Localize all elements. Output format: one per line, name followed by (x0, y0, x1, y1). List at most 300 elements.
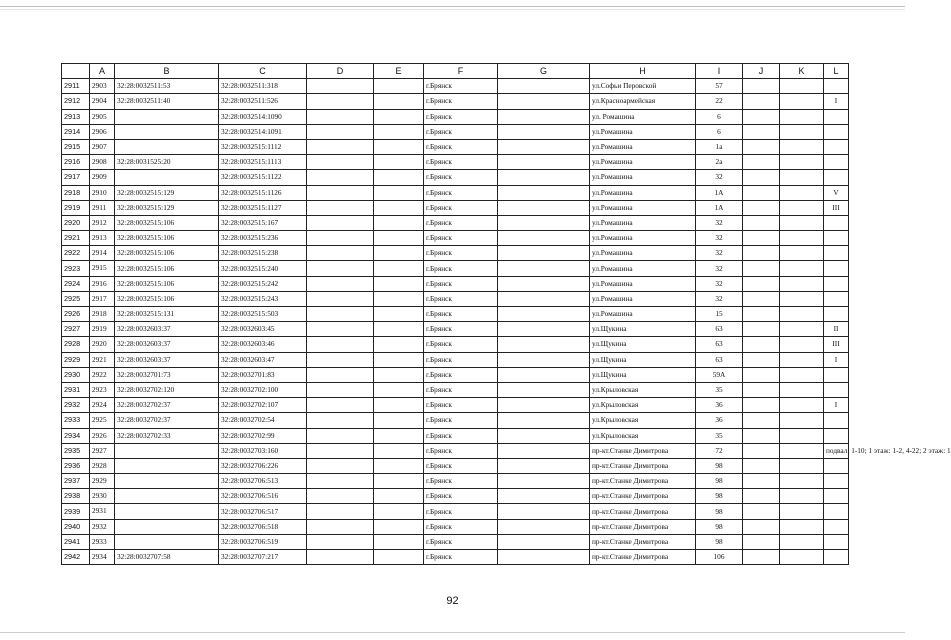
column-header-i[interactable]: I (696, 64, 743, 79)
row-number[interactable]: 2915 (62, 139, 90, 154)
cell-k[interactable] (780, 337, 824, 352)
cell-d[interactable] (307, 185, 374, 200)
cell-l[interactable] (824, 413, 849, 428)
corner-header-cell[interactable] (62, 64, 90, 79)
cell-a[interactable]: 2919 (90, 322, 115, 337)
cell-g[interactable] (498, 458, 590, 473)
cell-i[interactable]: 63 (696, 352, 743, 367)
cell-a[interactable]: 2930 (90, 489, 115, 504)
cell-k[interactable] (780, 352, 824, 367)
cell-j[interactable] (743, 443, 780, 458)
cell-f[interactable]: г.Брянск (424, 170, 498, 185)
cell-k[interactable] (780, 170, 824, 185)
row-number[interactable]: 2925 (62, 291, 90, 306)
cell-i[interactable]: 32 (696, 261, 743, 276)
cell-h[interactable]: ул.Ромашина (590, 200, 696, 215)
cell-d[interactable] (307, 170, 374, 185)
cell-d[interactable] (307, 246, 374, 261)
cell-f[interactable]: г.Брянск (424, 246, 498, 261)
cell-e[interactable] (374, 352, 424, 367)
row-number[interactable]: 2917 (62, 170, 90, 185)
cell-d[interactable] (307, 261, 374, 276)
cell-a[interactable]: 2925 (90, 413, 115, 428)
cell-l[interactable] (824, 261, 849, 276)
cell-a[interactable]: 2909 (90, 170, 115, 185)
cell-i[interactable]: 98 (696, 458, 743, 473)
cell-k[interactable] (780, 398, 824, 413)
cell-k[interactable] (780, 443, 824, 458)
cell-d[interactable] (307, 155, 374, 170)
cell-i[interactable]: 36 (696, 413, 743, 428)
cell-k[interactable] (780, 428, 824, 443)
cell-g[interactable] (498, 474, 590, 489)
cell-f[interactable]: г.Брянск (424, 322, 498, 337)
cell-a[interactable]: 2917 (90, 291, 115, 306)
cell-l[interactable] (824, 550, 849, 565)
cell-l[interactable] (824, 246, 849, 261)
cell-b[interactable]: 32:28:0032603:37 (115, 322, 219, 337)
cell-g[interactable] (498, 170, 590, 185)
cell-d[interactable] (307, 337, 374, 352)
cell-g[interactable] (498, 534, 590, 549)
cell-j[interactable] (743, 504, 780, 519)
cell-l[interactable]: I (824, 94, 849, 109)
cell-i[interactable]: 36 (696, 398, 743, 413)
cell-g[interactable] (498, 200, 590, 215)
cell-l[interactable]: I (824, 352, 849, 367)
cell-b[interactable]: 32:28:0032515:129 (115, 185, 219, 200)
cell-b[interactable]: 32:28:0032515:106 (115, 231, 219, 246)
cell-a[interactable]: 2931 (90, 504, 115, 519)
cell-i[interactable]: 1а (696, 139, 743, 154)
cell-c[interactable]: 32:28:0032706:517 (219, 504, 307, 519)
cell-d[interactable] (307, 109, 374, 124)
row-number[interactable]: 2934 (62, 428, 90, 443)
column-header-l[interactable]: L (824, 64, 849, 79)
row-number[interactable]: 2927 (62, 322, 90, 337)
cell-e[interactable] (374, 139, 424, 154)
cell-a[interactable]: 2907 (90, 139, 115, 154)
cell-i[interactable]: 59А (696, 367, 743, 382)
cell-e[interactable] (374, 231, 424, 246)
cell-g[interactable] (498, 352, 590, 367)
cell-b[interactable]: 32:28:0032701:73 (115, 367, 219, 382)
row-number[interactable]: 2930 (62, 367, 90, 382)
cell-c[interactable]: 32:28:0032511:318 (219, 79, 307, 94)
cell-e[interactable] (374, 170, 424, 185)
cell-f[interactable]: г.Брянск (424, 337, 498, 352)
cell-i[interactable]: 6 (696, 109, 743, 124)
cell-a[interactable]: 2924 (90, 398, 115, 413)
cell-g[interactable] (498, 428, 590, 443)
cell-l[interactable] (824, 489, 849, 504)
cell-e[interactable] (374, 79, 424, 94)
cell-b[interactable]: 32:28:0032603:37 (115, 337, 219, 352)
cell-c[interactable]: 32:28:0032702:99 (219, 428, 307, 443)
cell-l[interactable] (824, 124, 849, 139)
cell-f[interactable]: г.Брянск (424, 382, 498, 397)
cell-g[interactable] (498, 231, 590, 246)
cell-k[interactable] (780, 139, 824, 154)
cell-f[interactable]: г.Брянск (424, 550, 498, 565)
column-header-f[interactable]: F (424, 64, 498, 79)
cell-f[interactable]: г.Брянск (424, 79, 498, 94)
cell-e[interactable] (374, 382, 424, 397)
row-number[interactable]: 2924 (62, 276, 90, 291)
cell-i[interactable]: 63 (696, 337, 743, 352)
cell-e[interactable] (374, 322, 424, 337)
cell-h[interactable]: ул.Ромашина (590, 291, 696, 306)
cell-b[interactable]: 32:28:0032702:33 (115, 428, 219, 443)
cell-d[interactable] (307, 474, 374, 489)
cell-h[interactable]: пр-кт.Станке Димитрова (590, 504, 696, 519)
cell-g[interactable] (498, 550, 590, 565)
cell-j[interactable] (743, 215, 780, 230)
cell-f[interactable]: г.Брянск (424, 443, 498, 458)
cell-c[interactable]: 32:28:0032515:1127 (219, 200, 307, 215)
cell-k[interactable] (780, 534, 824, 549)
cell-k[interactable] (780, 489, 824, 504)
cell-k[interactable] (780, 519, 824, 534)
row-number[interactable]: 2937 (62, 474, 90, 489)
cell-e[interactable] (374, 534, 424, 549)
cell-d[interactable] (307, 398, 374, 413)
cell-j[interactable] (743, 458, 780, 473)
cell-h[interactable]: ул.Щукина (590, 322, 696, 337)
row-number[interactable]: 2942 (62, 550, 90, 565)
cell-e[interactable] (374, 474, 424, 489)
cell-a[interactable]: 2926 (90, 428, 115, 443)
cell-i[interactable]: 63 (696, 322, 743, 337)
row-number[interactable]: 2923 (62, 261, 90, 276)
cell-l[interactable] (824, 291, 849, 306)
cell-j[interactable] (743, 519, 780, 534)
row-number[interactable]: 2912 (62, 94, 90, 109)
cell-i[interactable]: 57 (696, 79, 743, 94)
row-number[interactable]: 2932 (62, 398, 90, 413)
cell-l[interactable] (824, 367, 849, 382)
cell-k[interactable] (780, 367, 824, 382)
cell-k[interactable] (780, 79, 824, 94)
cell-b[interactable] (115, 109, 219, 124)
cell-c[interactable]: 32:28:0032511:526 (219, 94, 307, 109)
cell-c[interactable]: 32:28:0032706:518 (219, 519, 307, 534)
cell-c[interactable]: 32:28:0032514:1090 (219, 109, 307, 124)
cell-k[interactable] (780, 307, 824, 322)
cell-g[interactable] (498, 124, 590, 139)
cell-j[interactable] (743, 534, 780, 549)
column-header-e[interactable]: E (374, 64, 424, 79)
cell-j[interactable] (743, 109, 780, 124)
cell-h[interactable]: ул.Ромашина (590, 276, 696, 291)
cell-a[interactable]: 2910 (90, 185, 115, 200)
cell-a[interactable]: 2920 (90, 337, 115, 352)
cell-c[interactable]: 32:28:0032515:1122 (219, 170, 307, 185)
cell-e[interactable] (374, 200, 424, 215)
cell-l[interactable] (824, 534, 849, 549)
cell-b[interactable]: 32:28:0032702:37 (115, 413, 219, 428)
cell-j[interactable] (743, 261, 780, 276)
cell-h[interactable]: ул.Ромашина (590, 246, 696, 261)
cell-g[interactable] (498, 337, 590, 352)
cell-a[interactable]: 2921 (90, 352, 115, 367)
cell-a[interactable]: 2922 (90, 367, 115, 382)
cell-c[interactable]: 32:28:0032702:107 (219, 398, 307, 413)
cell-f[interactable]: г.Брянск (424, 155, 498, 170)
cell-l[interactable]: III (824, 337, 849, 352)
cell-j[interactable] (743, 474, 780, 489)
cell-h[interactable]: ул.Красноармейская (590, 94, 696, 109)
cell-f[interactable]: г.Брянск (424, 109, 498, 124)
cell-h[interactable]: ул.Ромашина (590, 261, 696, 276)
cell-c[interactable]: 32:28:0032515:243 (219, 291, 307, 306)
cell-g[interactable] (498, 109, 590, 124)
cell-b[interactable] (115, 458, 219, 473)
cell-h[interactable]: ул. Ромашина (590, 109, 696, 124)
cell-e[interactable] (374, 413, 424, 428)
cell-e[interactable] (374, 519, 424, 534)
cell-c[interactable]: 32:28:0032514:1091 (219, 124, 307, 139)
cell-b[interactable] (115, 489, 219, 504)
cell-b[interactable]: 32:28:0032515:129 (115, 200, 219, 215)
row-number[interactable]: 2926 (62, 307, 90, 322)
cell-f[interactable]: г.Брянск (424, 291, 498, 306)
cell-h[interactable]: ул.Софьи Перовской (590, 79, 696, 94)
cell-f[interactable]: г.Брянск (424, 139, 498, 154)
cell-f[interactable]: г.Брянск (424, 413, 498, 428)
cell-d[interactable] (307, 200, 374, 215)
cell-g[interactable] (498, 307, 590, 322)
column-header-k[interactable]: K (780, 64, 824, 79)
cell-j[interactable] (743, 276, 780, 291)
cell-e[interactable] (374, 504, 424, 519)
cell-i[interactable]: 1А (696, 200, 743, 215)
cell-c[interactable]: 32:28:0032515:1126 (219, 185, 307, 200)
cell-i[interactable]: 22 (696, 94, 743, 109)
cell-j[interactable] (743, 155, 780, 170)
cell-d[interactable] (307, 550, 374, 565)
cell-d[interactable] (307, 139, 374, 154)
cell-k[interactable] (780, 322, 824, 337)
cell-g[interactable] (498, 443, 590, 458)
row-number[interactable]: 2941 (62, 534, 90, 549)
cell-b[interactable]: 32:28:0032511:40 (115, 94, 219, 109)
cell-j[interactable] (743, 231, 780, 246)
cell-f[interactable]: г.Брянск (424, 261, 498, 276)
cell-a[interactable]: 2929 (90, 474, 115, 489)
cell-c[interactable]: 32:28:0032515:1112 (219, 139, 307, 154)
cell-i[interactable]: 98 (696, 489, 743, 504)
cell-g[interactable] (498, 519, 590, 534)
cell-l[interactable] (824, 474, 849, 489)
cell-h[interactable]: ул.Ромашина (590, 307, 696, 322)
cell-k[interactable] (780, 458, 824, 473)
cell-l[interactable] (824, 504, 849, 519)
cell-l[interactable] (824, 109, 849, 124)
cell-g[interactable] (498, 398, 590, 413)
cell-b[interactable]: 32:28:0032515:106 (115, 261, 219, 276)
row-number[interactable]: 2921 (62, 231, 90, 246)
cell-g[interactable] (498, 276, 590, 291)
cell-e[interactable] (374, 291, 424, 306)
cell-i[interactable]: 106 (696, 550, 743, 565)
cell-f[interactable]: г.Брянск (424, 458, 498, 473)
cell-f[interactable]: г.Брянск (424, 352, 498, 367)
cell-j[interactable] (743, 200, 780, 215)
cell-e[interactable] (374, 307, 424, 322)
row-number[interactable]: 2913 (62, 109, 90, 124)
cell-i[interactable]: 32 (696, 246, 743, 261)
cell-k[interactable] (780, 200, 824, 215)
cell-f[interactable]: г.Брянск (424, 489, 498, 504)
row-number[interactable]: 2928 (62, 337, 90, 352)
cell-i[interactable]: 32 (696, 231, 743, 246)
cell-k[interactable] (780, 550, 824, 565)
cell-g[interactable] (498, 79, 590, 94)
cell-g[interactable] (498, 413, 590, 428)
cell-e[interactable] (374, 155, 424, 170)
cell-d[interactable] (307, 458, 374, 473)
cell-e[interactable] (374, 276, 424, 291)
cell-g[interactable] (498, 261, 590, 276)
cell-g[interactable] (498, 215, 590, 230)
cell-i[interactable]: 98 (696, 519, 743, 534)
cell-j[interactable] (743, 170, 780, 185)
cell-a[interactable]: 2913 (90, 231, 115, 246)
cell-l[interactable] (824, 428, 849, 443)
cell-k[interactable] (780, 185, 824, 200)
cell-d[interactable] (307, 322, 374, 337)
row-number[interactable]: 2939 (62, 504, 90, 519)
cell-k[interactable] (780, 504, 824, 519)
cell-c[interactable]: 32:28:0032706:226 (219, 458, 307, 473)
cell-c[interactable]: 32:28:0032707:217 (219, 550, 307, 565)
row-number[interactable]: 2935 (62, 443, 90, 458)
cell-b[interactable]: 32:28:0032515:106 (115, 215, 219, 230)
cell-g[interactable] (498, 291, 590, 306)
cell-c[interactable]: 32:28:0032706:516 (219, 489, 307, 504)
cell-e[interactable] (374, 94, 424, 109)
cell-e[interactable] (374, 367, 424, 382)
cell-c[interactable]: 32:28:0032706:519 (219, 534, 307, 549)
row-number[interactable]: 2929 (62, 352, 90, 367)
cell-k[interactable] (780, 109, 824, 124)
cell-l[interactable] (824, 307, 849, 322)
cell-l[interactable] (824, 79, 849, 94)
row-number[interactable]: 2920 (62, 215, 90, 230)
row-number[interactable]: 2916 (62, 155, 90, 170)
cell-h[interactable]: пр-кт.Станке Димитрова (590, 474, 696, 489)
cell-a[interactable]: 2905 (90, 109, 115, 124)
cell-i[interactable]: 32 (696, 170, 743, 185)
cell-g[interactable] (498, 322, 590, 337)
cell-c[interactable]: 32:28:0032515:167 (219, 215, 307, 230)
cell-a[interactable]: 2906 (90, 124, 115, 139)
row-number[interactable]: 2922 (62, 246, 90, 261)
row-number[interactable]: 2914 (62, 124, 90, 139)
cell-f[interactable]: г.Брянск (424, 534, 498, 549)
cell-a[interactable]: 2911 (90, 200, 115, 215)
cell-b[interactable] (115, 124, 219, 139)
cell-b[interactable]: 32:28:0032707:58 (115, 550, 219, 565)
cell-f[interactable]: г.Брянск (424, 398, 498, 413)
cell-c[interactable]: 32:28:0032515:238 (219, 246, 307, 261)
cell-k[interactable] (780, 291, 824, 306)
cell-i[interactable]: 2а (696, 155, 743, 170)
cell-e[interactable] (374, 550, 424, 565)
cell-i[interactable]: 98 (696, 474, 743, 489)
cell-h[interactable]: пр-кт.Станке Димитрова (590, 443, 696, 458)
cell-c[interactable]: 32:28:0032603:46 (219, 337, 307, 352)
cell-j[interactable] (743, 398, 780, 413)
cell-f[interactable]: г.Брянск (424, 124, 498, 139)
cell-i[interactable]: 35 (696, 428, 743, 443)
cell-i[interactable]: 35 (696, 382, 743, 397)
cell-b[interactable]: 32:28:0032515:106 (115, 291, 219, 306)
cell-a[interactable]: 2932 (90, 519, 115, 534)
cell-a[interactable]: 2918 (90, 307, 115, 322)
cell-e[interactable] (374, 398, 424, 413)
cell-j[interactable] (743, 322, 780, 337)
row-number[interactable]: 2919 (62, 200, 90, 215)
cell-a[interactable]: 2908 (90, 155, 115, 170)
cell-l[interactable] (824, 276, 849, 291)
cell-b[interactable] (115, 504, 219, 519)
cell-k[interactable] (780, 413, 824, 428)
cell-f[interactable]: г.Брянск (424, 367, 498, 382)
cell-j[interactable] (743, 352, 780, 367)
column-header-c[interactable]: C (219, 64, 307, 79)
cell-c[interactable]: 32:28:0032515:242 (219, 276, 307, 291)
cell-a[interactable]: 2904 (90, 94, 115, 109)
cell-a[interactable]: 2912 (90, 215, 115, 230)
cell-e[interactable] (374, 458, 424, 473)
cell-h[interactable]: пр-кт.Станке Димитрова (590, 458, 696, 473)
cell-b[interactable]: 32:28:0032515:106 (115, 246, 219, 261)
cell-e[interactable] (374, 109, 424, 124)
cell-d[interactable] (307, 443, 374, 458)
cell-j[interactable] (743, 428, 780, 443)
cell-g[interactable] (498, 139, 590, 154)
cell-j[interactable] (743, 367, 780, 382)
cell-a[interactable]: 2915 (90, 261, 115, 276)
cell-f[interactable]: г.Брянск (424, 185, 498, 200)
cell-l[interactable]: подвал: 1-10; 1 этаж: 1-2, 4-22; 2 этаж: 1 (824, 443, 849, 458)
cell-h[interactable]: ул.Ромашина (590, 155, 696, 170)
cell-l[interactable] (824, 170, 849, 185)
row-number[interactable]: 2911 (62, 79, 90, 94)
row-number[interactable]: 2940 (62, 519, 90, 534)
cell-e[interactable] (374, 185, 424, 200)
row-number[interactable]: 2918 (62, 185, 90, 200)
cell-d[interactable] (307, 79, 374, 94)
cell-g[interactable] (498, 504, 590, 519)
cell-i[interactable]: 72 (696, 443, 743, 458)
cell-d[interactable] (307, 428, 374, 443)
cell-f[interactable]: г.Брянск (424, 215, 498, 230)
cell-j[interactable] (743, 139, 780, 154)
cell-b[interactable]: 32:28:0032702:120 (115, 382, 219, 397)
cell-d[interactable] (307, 307, 374, 322)
cell-h[interactable]: ул.Ромашина (590, 139, 696, 154)
cell-d[interactable] (307, 276, 374, 291)
cell-h[interactable]: ул.Ромашина (590, 124, 696, 139)
cell-e[interactable] (374, 337, 424, 352)
cell-i[interactable]: 98 (696, 534, 743, 549)
cell-c[interactable]: 32:28:0032515:503 (219, 307, 307, 322)
cell-l[interactable] (824, 155, 849, 170)
cell-a[interactable]: 2933 (90, 534, 115, 549)
